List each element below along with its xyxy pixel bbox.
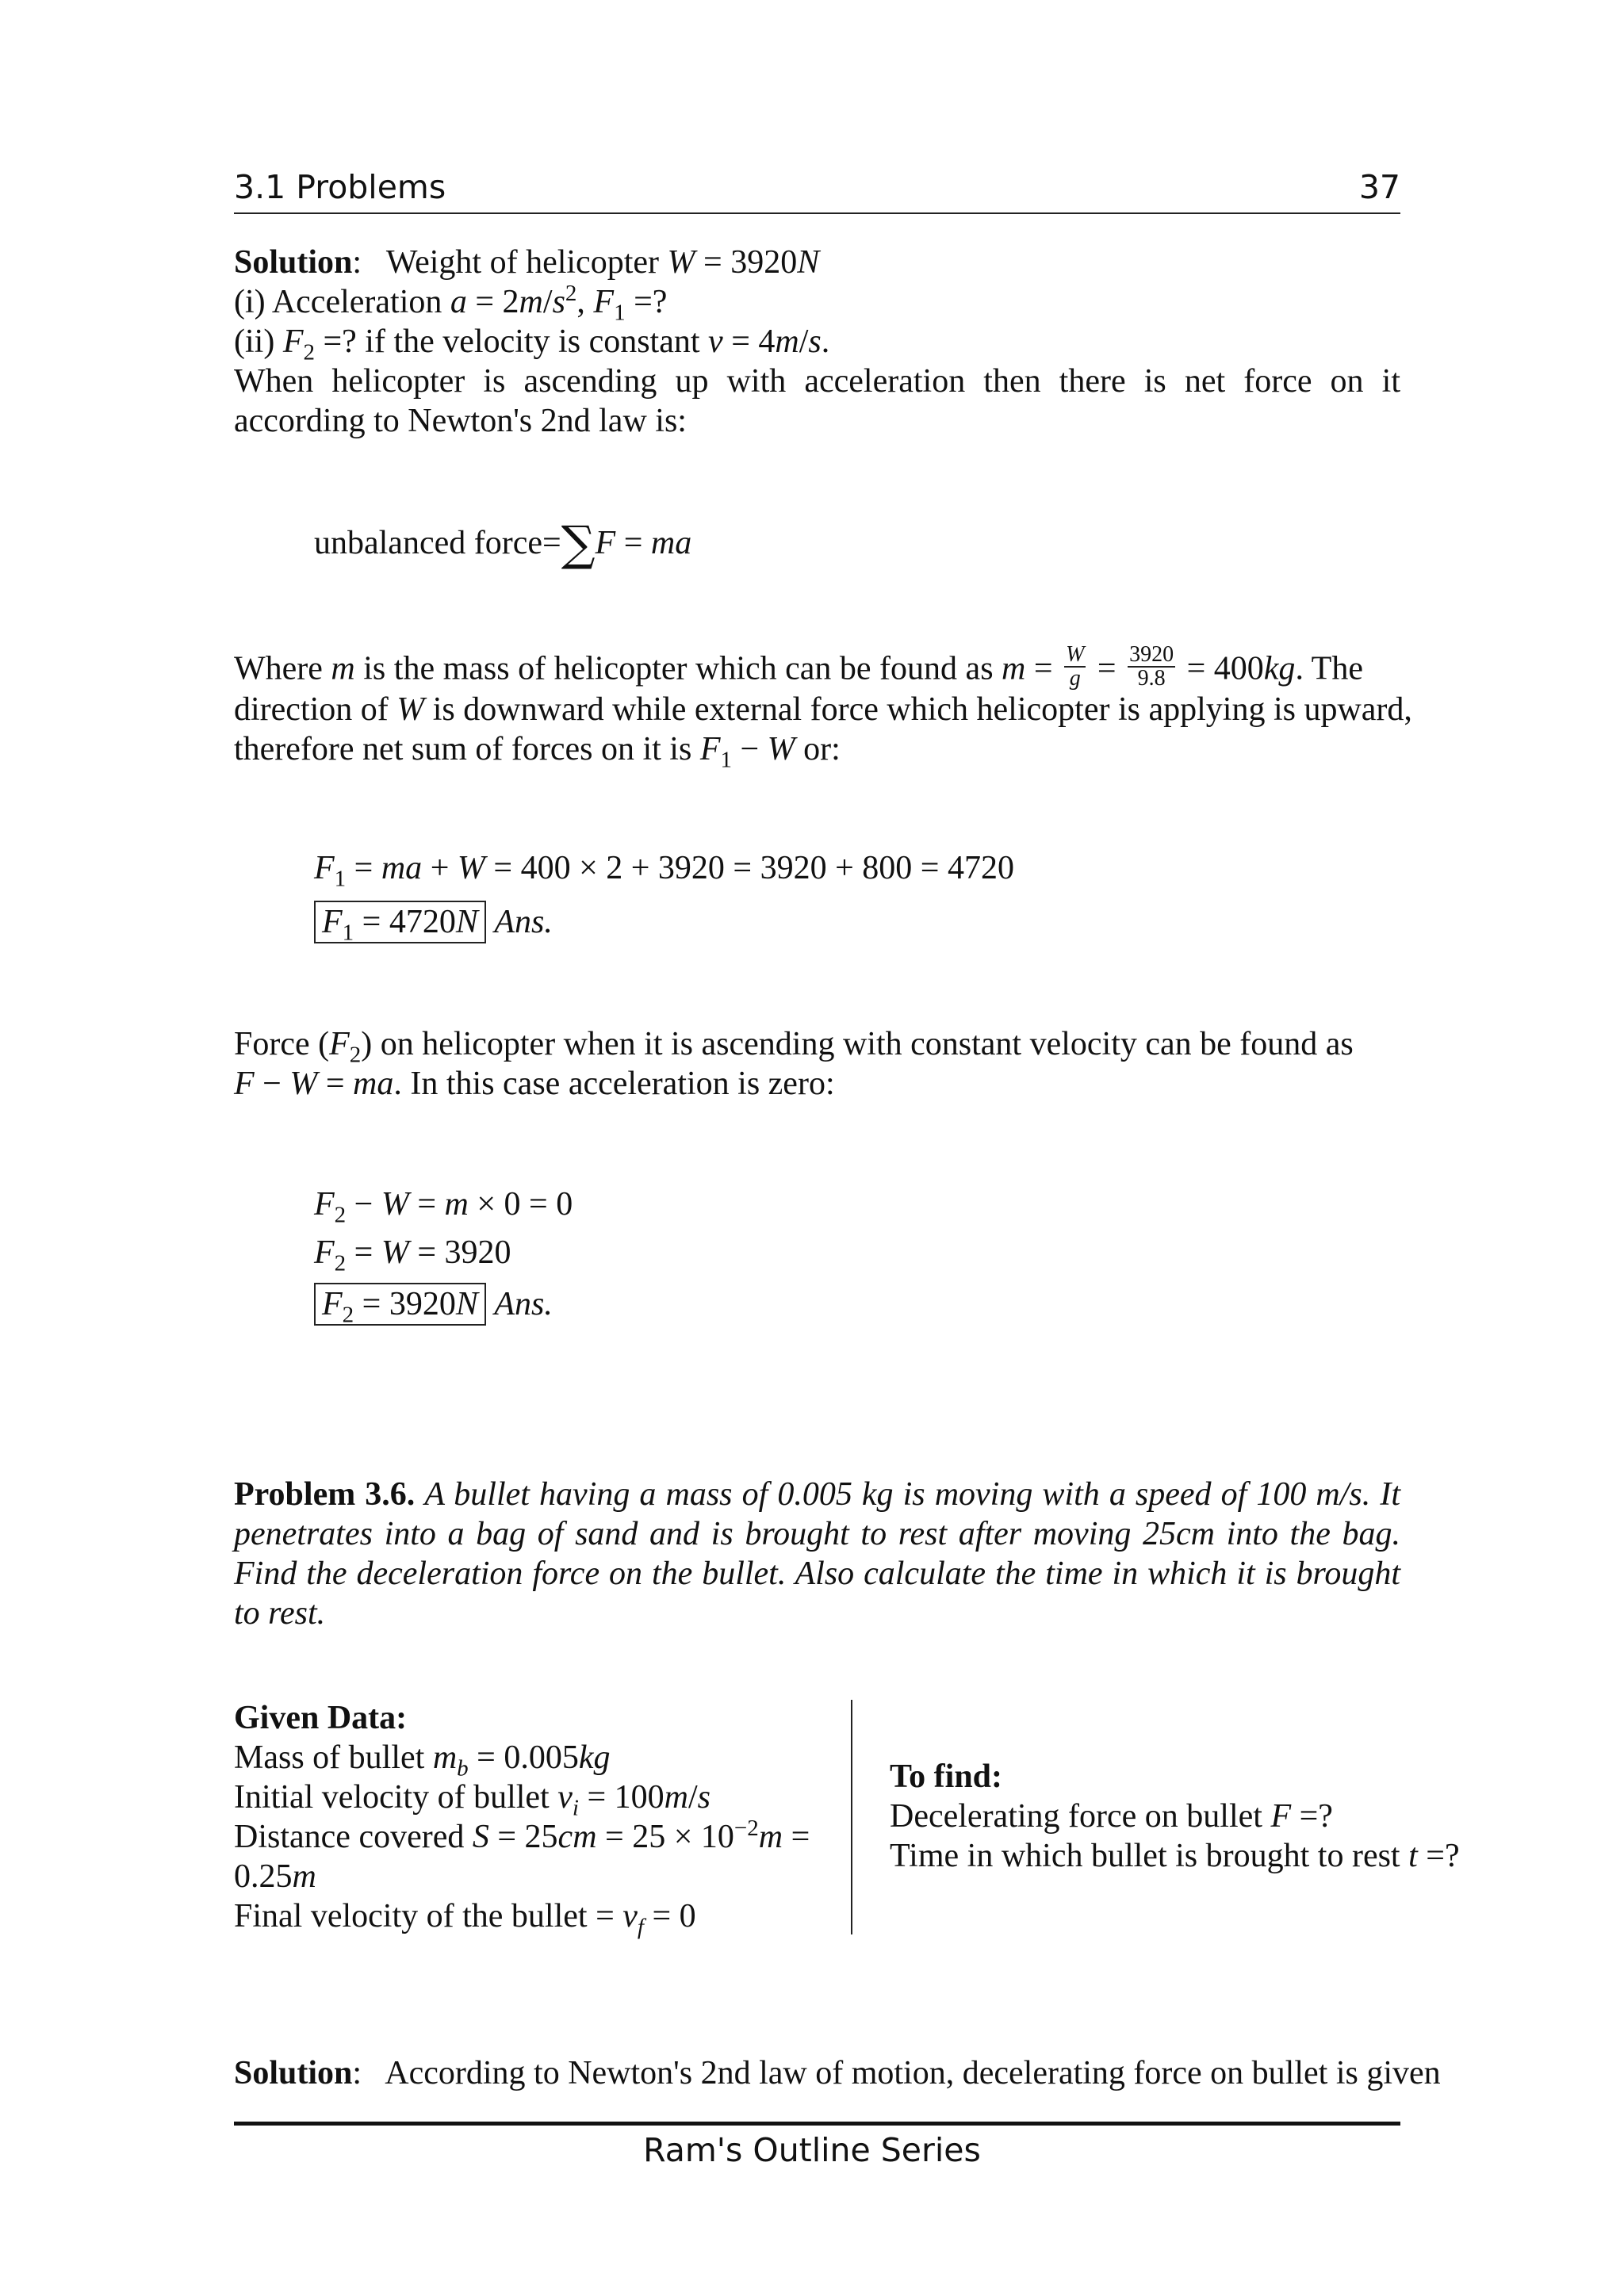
given-distance: Distance covered $S = 25cm = 25 \times 10^{-2}m$ =: [234, 1816, 810, 1855]
given-acceleration-line: (i) Acceleration $a = 2m/s^2$, $F_1$ =?: [234, 281, 668, 326]
given-distance-result: 0.25m: [234, 1858, 316, 1895]
mass-derivation-line: Where m is the mass of helicopter which can be found as m = $\frac{W}{g}$ = $\frac{3920}{9.8}$ = 400kg. The: [234, 642, 1363, 691]
given-velocity-line: (ii) $F_2$ =? if the velocity is constant v = 4m/s.: [234, 323, 830, 365]
f2-answer: $F_2 = 3920N$ Ans.: [314, 1284, 553, 1324]
problem-label: Problem 3.6.: [234, 1476, 416, 1513]
page-number: 37: [1358, 168, 1400, 206]
f2-equation-1: $F_2 - W = m \times 0 = 0$: [314, 1186, 573, 1228]
force2-paragraph-line1: Force $(F_2)$ on helicopter when it is ascending with constant velocity can be found as: [234, 1026, 1354, 1068]
header-rule: [234, 212, 1400, 214]
net-force-line: therefore net sum of forces on it is $F_1 - W$ or:: [234, 731, 841, 773]
f2-equation-2: $F_2 = W = 3920$: [314, 1234, 511, 1276]
f1-answer: $F_1 = 4720N$ Ans.: [314, 902, 553, 942]
given-initial-velocity: Initial velocity of bullet $v_i = 100m/s$: [234, 1779, 711, 1821]
f1-calculation: $F_1$ = ma + W = 400 × 2 + 3920 = 3920 + 800 = 4720: [314, 850, 1014, 892]
force2-paragraph-line2: F − W = ma. In this case acceleration is zero:: [234, 1066, 835, 1102]
given-data-title: Given Data:: [234, 1700, 408, 1736]
newton-law-paragraph: When helicopter is ascending up with acceleration then there is net force on it according to Newton's 2nd law is:: [234, 363, 1400, 439]
solution2-line: Solution: According to Newton's 2nd law of motion, decelerating force on bullet is given: [234, 2055, 1441, 2091]
to-find-time: Time in which bullet is brought to rest t =?: [890, 1838, 1460, 1874]
problem-statement: [234, 1475, 1400, 1633]
to-find-force: Decelerating force on bullet F =?: [890, 1798, 1333, 1835]
given-final-velocity: Final velocity of the bullet = $v_f = 0$: [234, 1898, 696, 1940]
to-find-title: To find:: [890, 1758, 1003, 1795]
problem-text: A bullet having a mass of 0.005 kg is moving with a speed of 100 m/s. It penetrates into a bag of sand and is brought to rest after moving 25cm into the bag. Find the deceleration force on the bullet. Also calculate the time in which it is brought to rest.: [234, 1476, 1400, 1632]
footer-series-title: Ram's Outline Series: [643, 2131, 981, 2169]
unbalanced-force-equation: unbalanced force=∑F = ma: [314, 516, 692, 572]
given-mass: Mass of bullet $m_b = 0.005kg$: [234, 1739, 611, 1781]
solution-line-weight: Solution: Weight of helicopter W = 3920N: [234, 244, 820, 281]
direction-line: direction of W is downward while external force which helicopter is applying is upward,: [234, 691, 1412, 728]
footer-rule: [234, 2122, 1400, 2126]
column-divider: [851, 1700, 852, 1934]
running-header-section: 3.1 Problems: [234, 168, 446, 206]
